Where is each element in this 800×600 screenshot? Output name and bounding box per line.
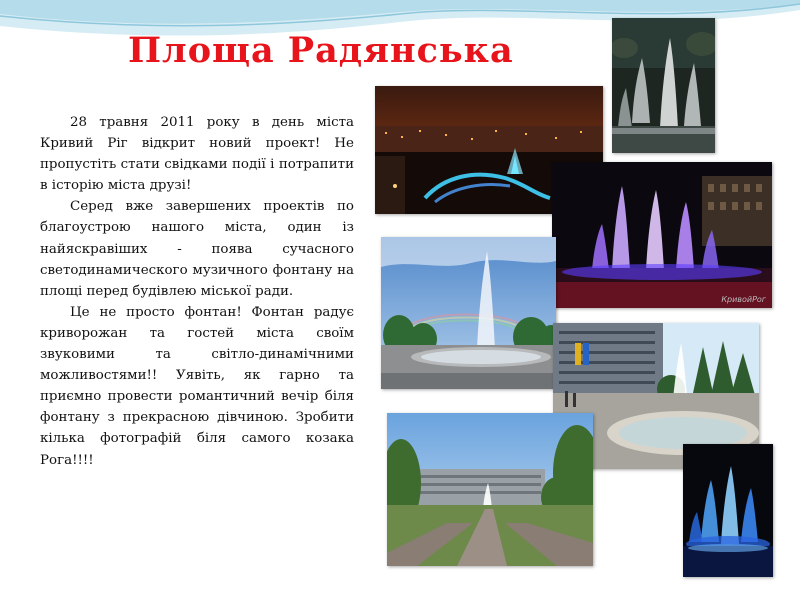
body-text	[40, 112, 354, 471]
paragraph-1: 28 травня 2011 року в день міста Кривий Ріг відкрит новий проект! Не пропустіть стати свідками події і потрапити в історію міста друзі!	[40, 115, 354, 194]
photo-fountain-rainbow-day	[381, 237, 556, 389]
photo-watermark: КривойРог	[721, 295, 766, 304]
photo-square-alley	[387, 413, 593, 566]
page-title: Площа Радянська	[128, 30, 514, 71]
photo-fountain-purple-lights	[552, 162, 772, 308]
photo-fountain-blue-lights	[683, 444, 773, 577]
paragraph-2: Серед вже завершених проектів по благоустрою нашого міста, один із найяскравіших - поява сучасного светодинамического музичного фонтану на площі перед будівлею міської ради.	[40, 199, 354, 299]
photo-fountain-night	[612, 18, 715, 153]
paragraph-3: Це не просто фонтан! Фонтан радує криворожан та гостей міста своїм звуковими та світло-динамічними можливостями!! Уявіть, як гарно та приємно провести романтичний вечір біля фонтану з прекрасною дівчиною. Зробити кілька фотографій біля самого козака Рога!!!!	[40, 304, 354, 468]
